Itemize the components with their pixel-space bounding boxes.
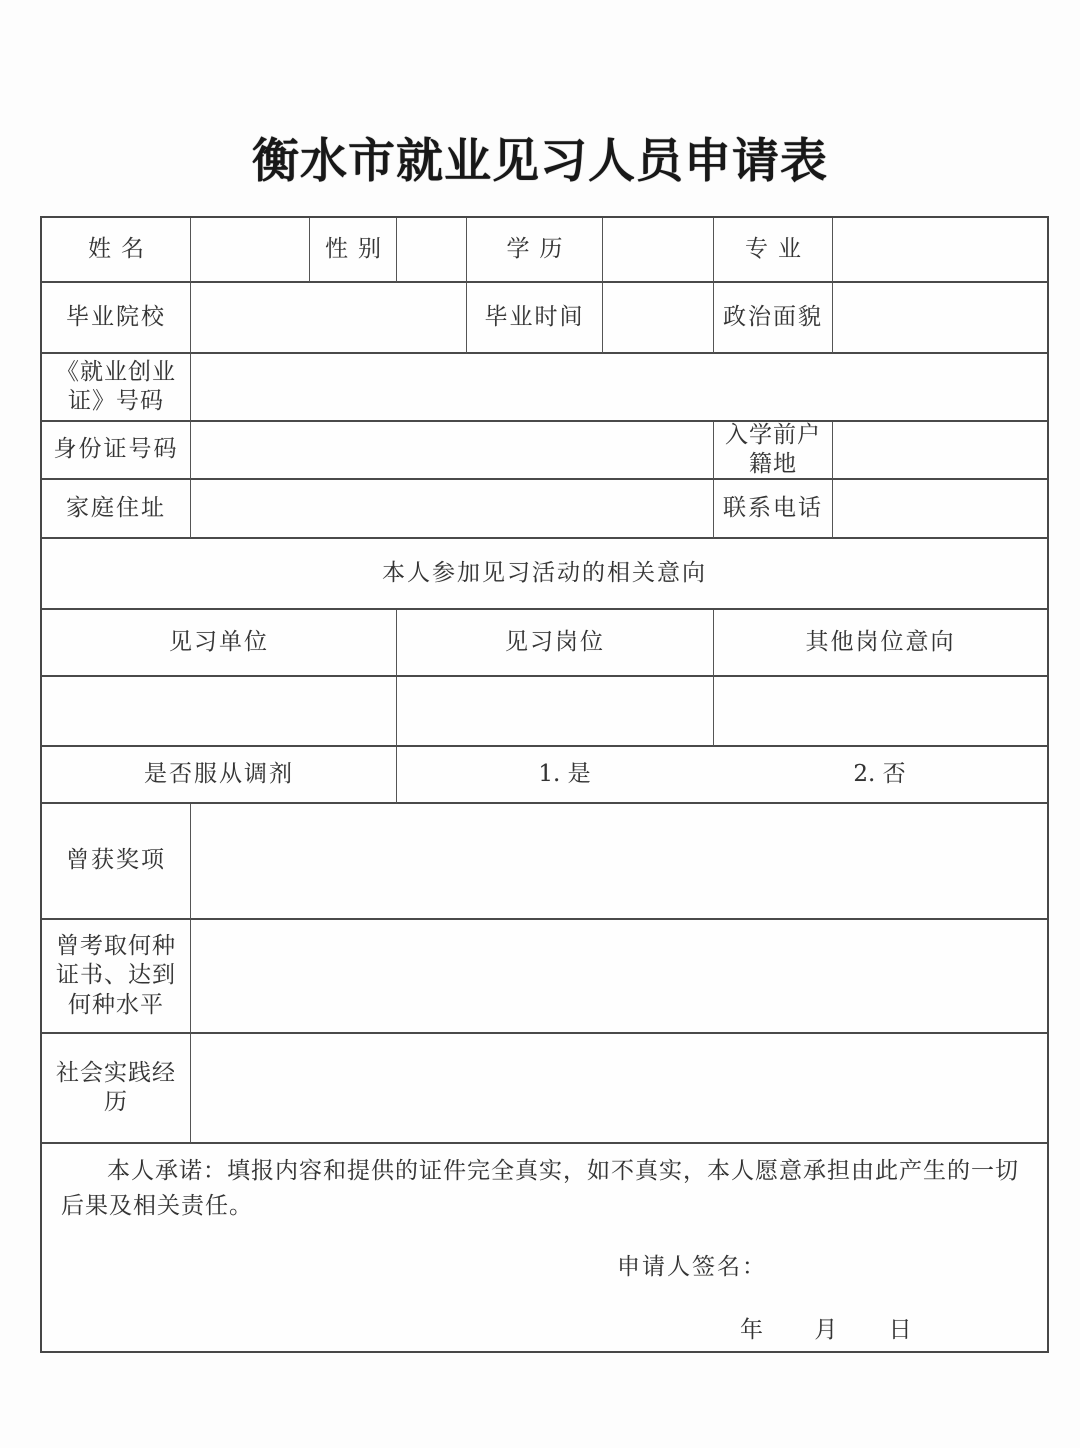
certificates-level-value-cell[interactable] (191, 920, 1047, 1034)
id-number-label: 身份证号码 (42, 422, 191, 480)
employment-cert-number-value-cell[interactable] (191, 354, 1047, 422)
social-practice-label (42, 1034, 191, 1144)
social-practice-value-cell[interactable] (191, 1034, 1047, 1144)
id-number-value-cell[interactable] (191, 422, 714, 480)
major-value-cell[interactable] (833, 218, 1047, 283)
intern-unit-value-cell[interactable] (42, 677, 397, 747)
adjustment-option-yes[interactable]: 1. 是 (538, 760, 591, 787)
school-value-cell[interactable] (191, 283, 467, 354)
home-address-label: 家庭住址 (42, 480, 191, 539)
gender-label (310, 218, 397, 283)
intern-post-value-cell[interactable] (397, 677, 714, 747)
education-label (467, 218, 603, 283)
grad-time-value-cell[interactable] (603, 283, 714, 354)
pre-enrollment-residence-value-cell[interactable] (833, 422, 1047, 480)
adjustment-option-no[interactable]: 2. 否 (853, 760, 906, 787)
gender-label-text: 性别 (325, 235, 391, 262)
contact-phone-label: 联系电话 (714, 480, 833, 539)
internship-intent-section-header: 本人参加见习活动的相关意向 (42, 539, 1047, 610)
application-form-table (40, 216, 1049, 1353)
social-practice-label-text: 社会实践经历 (56, 1059, 176, 1115)
date-day-label[interactable]: 日 (888, 1317, 912, 1344)
home-address-value-cell[interactable] (191, 480, 714, 539)
certificates-level-label (42, 920, 191, 1034)
major-label-text: 专业 (745, 235, 811, 262)
major-label (714, 218, 833, 283)
awards-label: 曾获奖项 (42, 804, 191, 920)
certificates-level-label-text: 曾考取何种证书、达到何种水平 (56, 932, 176, 1018)
name-label-text: 姓名 (88, 235, 154, 262)
name-label (42, 218, 191, 283)
obey-adjustment-label: 是否服从调剂 (42, 747, 397, 804)
date-year-label[interactable]: 年 (740, 1317, 763, 1344)
political-status-value-cell[interactable] (833, 283, 1047, 354)
form-title: 衡水市就业见习人员申请表 (252, 134, 828, 189)
contact-phone-value-cell[interactable] (833, 480, 1047, 539)
commitment-section (42, 1144, 1047, 1351)
date-month-label[interactable]: 月 (814, 1317, 838, 1344)
education-label-text: 学历 (506, 235, 573, 262)
education-value-cell[interactable] (603, 218, 714, 283)
commitment-statement: 本人承诺：填报内容和提供的证件完全真实，如不真实，本人愿意承担由此产生的一切后果及相关责任。 (61, 1158, 1019, 1219)
obey-adjustment-options-cell (397, 747, 1047, 804)
awards-value-cell[interactable] (191, 804, 1047, 920)
gender-value-cell[interactable] (397, 218, 467, 283)
name-value-cell[interactable] (191, 218, 310, 283)
intern-post-column-header: 见习岗位 (397, 610, 714, 677)
intern-unit-column-header: 见习单位 (42, 610, 397, 677)
other-intent-column-header: 其他岗位意向 (714, 610, 1047, 677)
political-status-label: 政治面貌 (714, 283, 833, 354)
applicant-signature-label[interactable]: 申请人签名： (617, 1254, 767, 1280)
grad-time-label: 毕业时间 (467, 283, 603, 354)
employment-cert-number-label-text: 《就业创业证》号码 (56, 358, 176, 414)
school-label: 毕业院校 (42, 283, 191, 354)
date-line (740, 1316, 1047, 1345)
other-intent-value-cell[interactable] (714, 677, 1047, 747)
employment-cert-number-label (42, 354, 191, 422)
pre-enrollment-residence-label (714, 422, 833, 480)
pre-enrollment-residence-label-text: 入学前户籍地 (725, 421, 821, 477)
